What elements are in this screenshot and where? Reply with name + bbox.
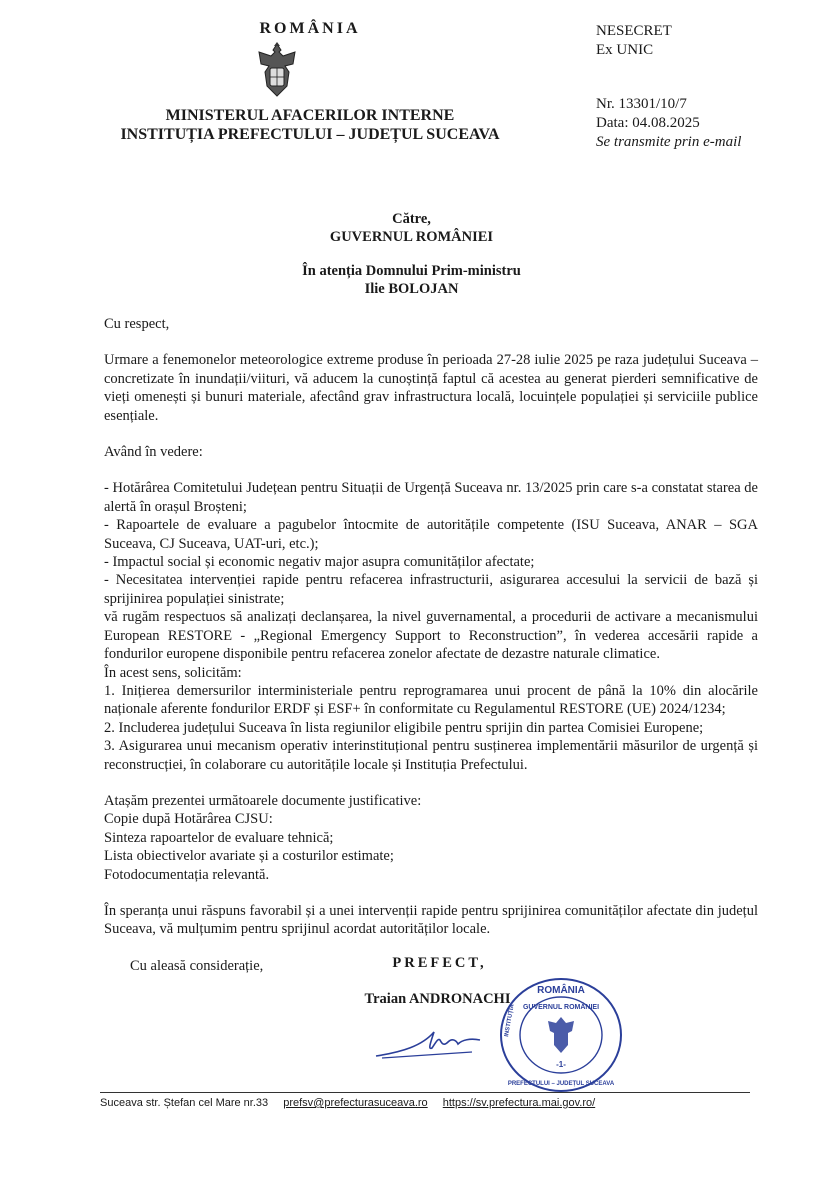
letter-body (104, 315, 758, 975)
attachment-item: Fotodocumentația relevantă. (104, 866, 270, 883)
registration-number: Nr. 13301/10/7 (596, 96, 687, 112)
request-paragraph: vă rugăm respectuos să analizați declanșarea, la nivel guvernamental, a procedurii de activare a mecanismului European RESTORE - „Regional Emergency Support to Reconstruction”, în vederea accesării rapide a fondurilor europene disponibile pentru refacerea zonelor afectate de dezastre naturale climatice. (104, 609, 758, 663)
considering-heading: Având în vedere: (104, 444, 203, 461)
consideration-item: - Impactul social și economic negativ major asupra comunităților afectate; (104, 554, 535, 571)
closing-paragraph: În speranța unui răspuns favorabil și a unei intervenții rapide pentru sprijinirea comunităților afectate din județul Suceava, vă mulțumim pentru sprijinul acordat autorităților locale. (104, 902, 758, 938)
classification-level: NESECRET (596, 23, 672, 39)
intro-paragraph: Urmare a fenemonelor meteorologice extreme produse în perioada 27-28 iulie 2025 pe raza județului Suceava – concretizate în inundații/viituri, vă aducem la cunoștință faptul că acestea au generat pierderi semnificative de vieți omenești și bunuri materiale, afectând grav infrastructura locală, locuințele populației și serviciile publice esențiale. (104, 352, 758, 424)
footer-website-link[interactable]: https://sv.prefectura.mai.gov.ro/ (442, 1097, 596, 1109)
signatory-title: PREFECT, (392, 955, 487, 971)
svg-text:ROMÂNIA: ROMÂNIA (537, 985, 585, 996)
addressee-to: Către, (392, 211, 431, 227)
request-item: 3. Asigurarea unui mecanism operativ interinstituțional pentru susținerea implementării măsurilor de urgență și reconstrucției, în colaborare cu autoritățile locale și Instituția Prefectului. (104, 738, 758, 773)
attachment-item: Sinteza rapoartelor de evaluare tehnică; (104, 829, 334, 846)
consideration-item: - Necesitatea intervenției rapide pentru refacerea infrastructurii, asigurarea accesului la servicii de bază și sprijinirea populației sinistrate; (104, 572, 758, 607)
official-stamp (496, 975, 626, 1095)
consideration-item: - Rapoartele de evaluare a pagubelor întocmite de autoritățile competente (ISU Suceava, ANAR – SGA Suceava, CJ Suceava, UAT-uri, etc.); (104, 517, 758, 552)
signatory-name: Traian ANDRONACHI (364, 991, 511, 1007)
request-item: 2. Includerea județului Suceava în lista regiunilor eligibile pentru sprijin din partea Comisiei Europene; (104, 719, 704, 736)
attachment-item: Copie după Hotărârea CJSU: (104, 811, 273, 828)
transmission-note: Se transmite prin e-mail (596, 134, 742, 150)
addressee-recipient: GUVERNUL ROMÂNIEI (329, 229, 494, 245)
request-item: 1. Inițierea demersurilor interministeriale pentru reprogramarea unui procent de până la 10% din alocările naționale aferente fondurilor ERDF și ESF+ în conformitate cu Regulamentul RESTORE (UE) 2024/1234; (104, 682, 758, 718)
page-footer (100, 1092, 750, 1109)
handwritten-signature (372, 1022, 492, 1062)
regards: Cu aleasă considerație, (130, 957, 264, 974)
document-date: Data: 04.08.2025 (596, 115, 700, 131)
attachment-item: Lista obiectivelor avariate și a costurilor estimate; (104, 848, 394, 865)
letterhead (100, 20, 520, 144)
ministry-name: MINISTERUL AFACERILOR INTERNE (165, 107, 455, 124)
country-name: ROMÂNIA (259, 20, 361, 37)
svg-text:GUVERNUL ROMÂNIEI: GUVERNUL ROMÂNIEI (522, 1004, 600, 1011)
svg-text:-1-: -1- (556, 1060, 566, 1069)
attention-line: În atenția Domnului Prim-ministru (302, 263, 521, 279)
svg-text:INSTITUȚIA: INSTITUȚIA (504, 1003, 516, 1038)
document-registration (596, 22, 741, 152)
salutation: Cu respect, (104, 316, 170, 332)
addressee-block (0, 210, 823, 246)
footer-address: Suceava str. Ștefan cel Mare nr.33 (100, 1097, 269, 1109)
svg-text:PREFECTULUI – JUDEȚUL SUCEAVA: PREFECTULUI – JUDEȚUL SUCEAVA (507, 1081, 615, 1087)
copy-count: Ex UNIC (596, 42, 654, 58)
attention-block (0, 262, 823, 298)
coat-of-arms-icon (255, 42, 299, 100)
requests-heading: În acest sens, solicităm: (104, 664, 242, 681)
consideration-item: - Hotărârea Comitetului Județean pentru Situații de Urgență Suceava nr. 13/2025 prin care s-a constatat starea de alertă în orașul Broșteni; (104, 480, 758, 515)
footer-email-link[interactable]: prefsv@prefecturasuceava.ro (283, 1097, 428, 1109)
institution-name: INSTITUȚIA PREFECTULUI – JUDEȚUL SUCEAVA (120, 126, 500, 143)
attachments-heading: Atașăm prezentei următoarele documente justificative: (104, 792, 422, 809)
attention-name: Ilie BOLOJAN (364, 281, 459, 297)
